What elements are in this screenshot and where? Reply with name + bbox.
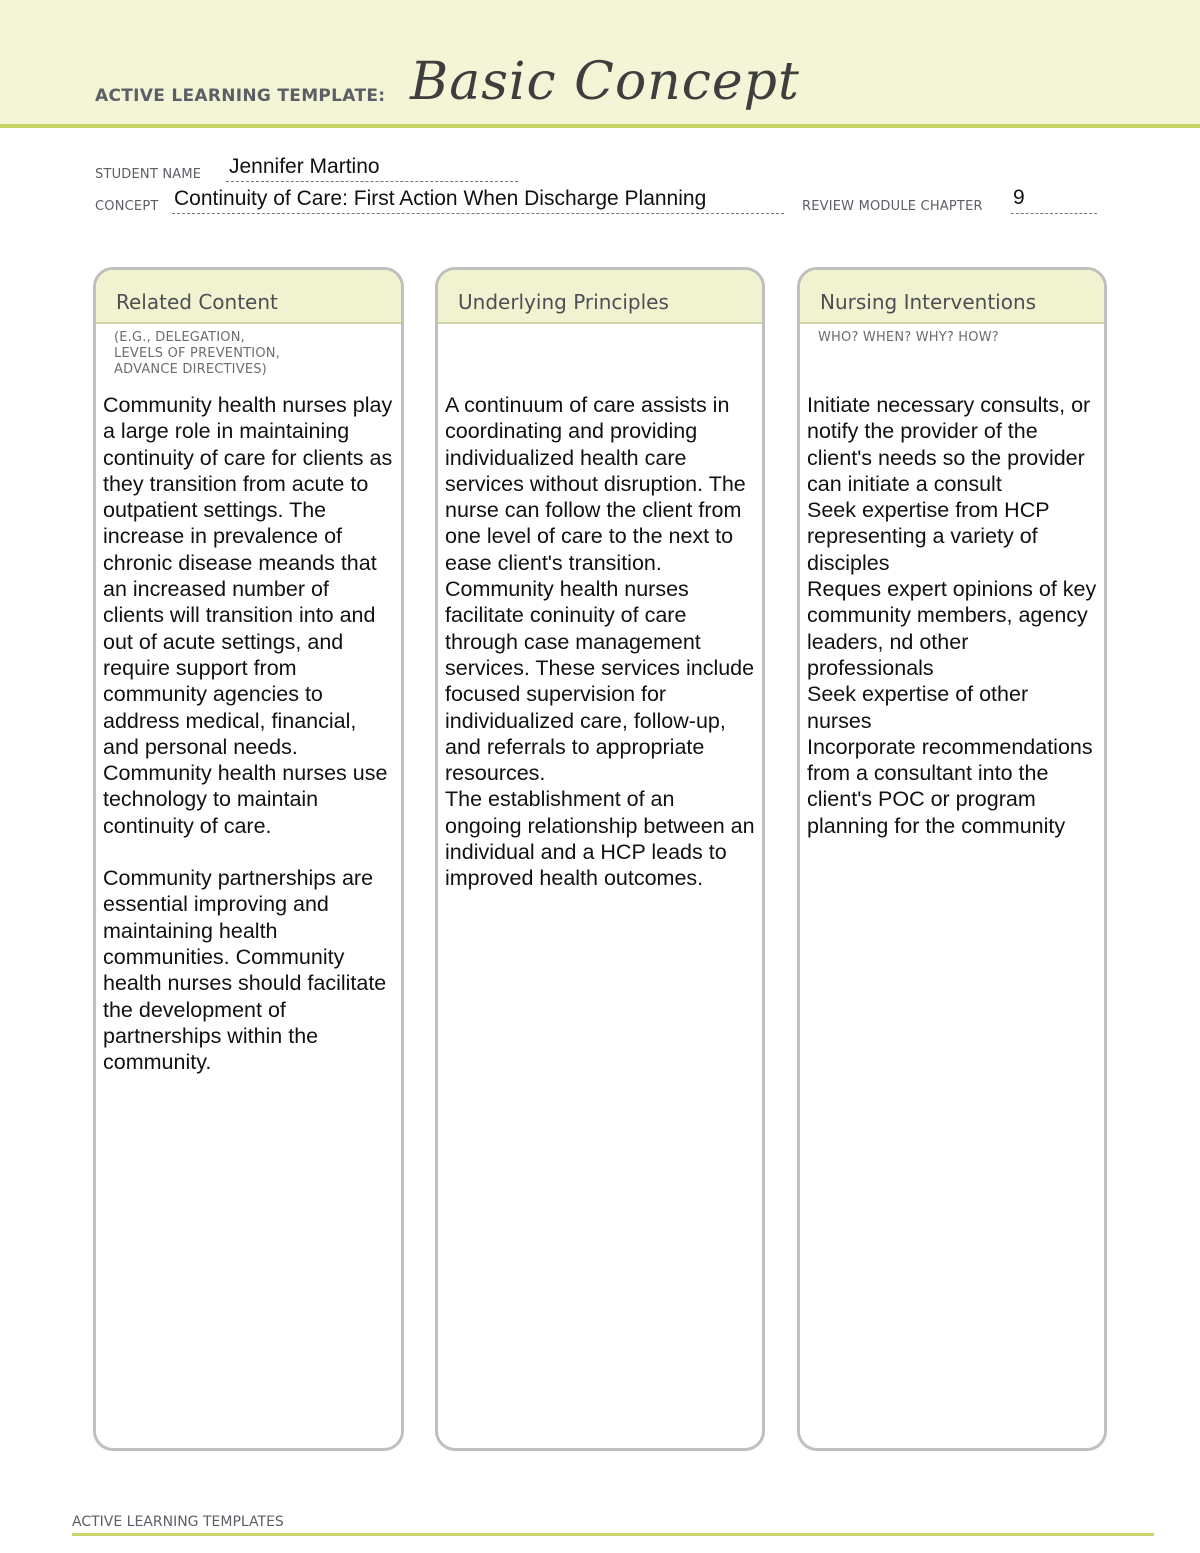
nursing-interventions-title: Nursing Interventions [820,290,1037,314]
student-name-field[interactable]: Jennifer Martino [229,155,380,178]
underlying-principles-paragraph: A continuum of care assists in coordinating and providing individualized health care services without disruption. The nurse can follow the client from one level of care to the next to ease client's transition. [445,393,746,575]
nursing-interventions-paragraph: Seek expertise of other nurses [807,682,1029,733]
footer-label: ACTIVE LEARNING TEMPLATES [72,1514,284,1530]
related-content-subtitle [114,330,280,378]
student-name-label: STUDENT NAME [95,167,202,182]
nursing-interventions-paragraph: Initiate necessary consults, or notify the provider of the client's needs so the provider can initiate a consult [807,393,1091,496]
related-content-subtitle-line: LEVELS OF PREVENTION, [114,346,281,361]
chapter-label: REVIEW MODULE CHAPTER [802,199,983,214]
underlying-principles-title: Underlying Principles [458,290,669,314]
related-content-title: Related Content [116,290,278,314]
concept-field[interactable]: Continuity of Care: First Action When Discharge Planning [174,187,707,210]
footer-rule [72,1533,1154,1536]
nursing-interventions-paragraph: Seek expertise from HCP representing a variety of disciples [807,498,1050,575]
underlying-principles-column [435,267,765,1451]
underlying-principles-paragraph: Community health nurses facilitate coninuity of care through case management services. These services include focused supervision for individualized care, follow-up, and referrals to appropriate resources. [445,577,755,786]
nursing-interventions-text[interactable] [807,392,1098,839]
concept-label: CONCEPT [95,199,159,214]
related-content-subtitle-line: ADVANCE DIRECTIVES) [114,362,267,377]
chapter-field[interactable]: 9 [1013,186,1025,209]
nursing-interventions-paragraph: Reques expert opinions of key community members, agency leaders, nd other professionals [807,577,1097,680]
related-content-subtitle-line: (E.G., DELEGATION, [114,330,245,345]
related-content-column [93,267,404,1451]
related-content-text[interactable] [103,392,395,1075]
header-rule [0,124,1200,128]
nursing-interventions-subtitle: WHO? WHEN? WHY? HOW? [818,330,999,345]
underlying-principles-paragraph: The establishment of an ongoing relationship between an individual and a HCP leads to improved health outcomes. [445,787,755,891]
nursing-interventions-paragraph: Incorporate recommendations from a consultant into the client's POC or program planning for the community [807,734,1093,838]
underlying-principles-text[interactable] [445,392,756,892]
related-content-paragraph: Community partnerships are essential improving and maintaining health communities. Community health nurses should facilitate the development of partnerships within the community. [103,866,387,1075]
template-label: ACTIVE LEARNING TEMPLATE: [95,86,386,106]
nursing-interventions-column [797,267,1107,1451]
related-content-paragraph: Community health nurses play a large role in maintaining continuity of care for clients as they transition from acute to outpatient settings. The increase in prevalence of chronic disease meands that an increased number of clients will transition into and out of acute settings, and require support from community agencies to address medical, financial, and personal needs. Community health nurses use technology to maintain continuity of care. [103,393,393,838]
template-title: Basic Concept [410,52,800,112]
